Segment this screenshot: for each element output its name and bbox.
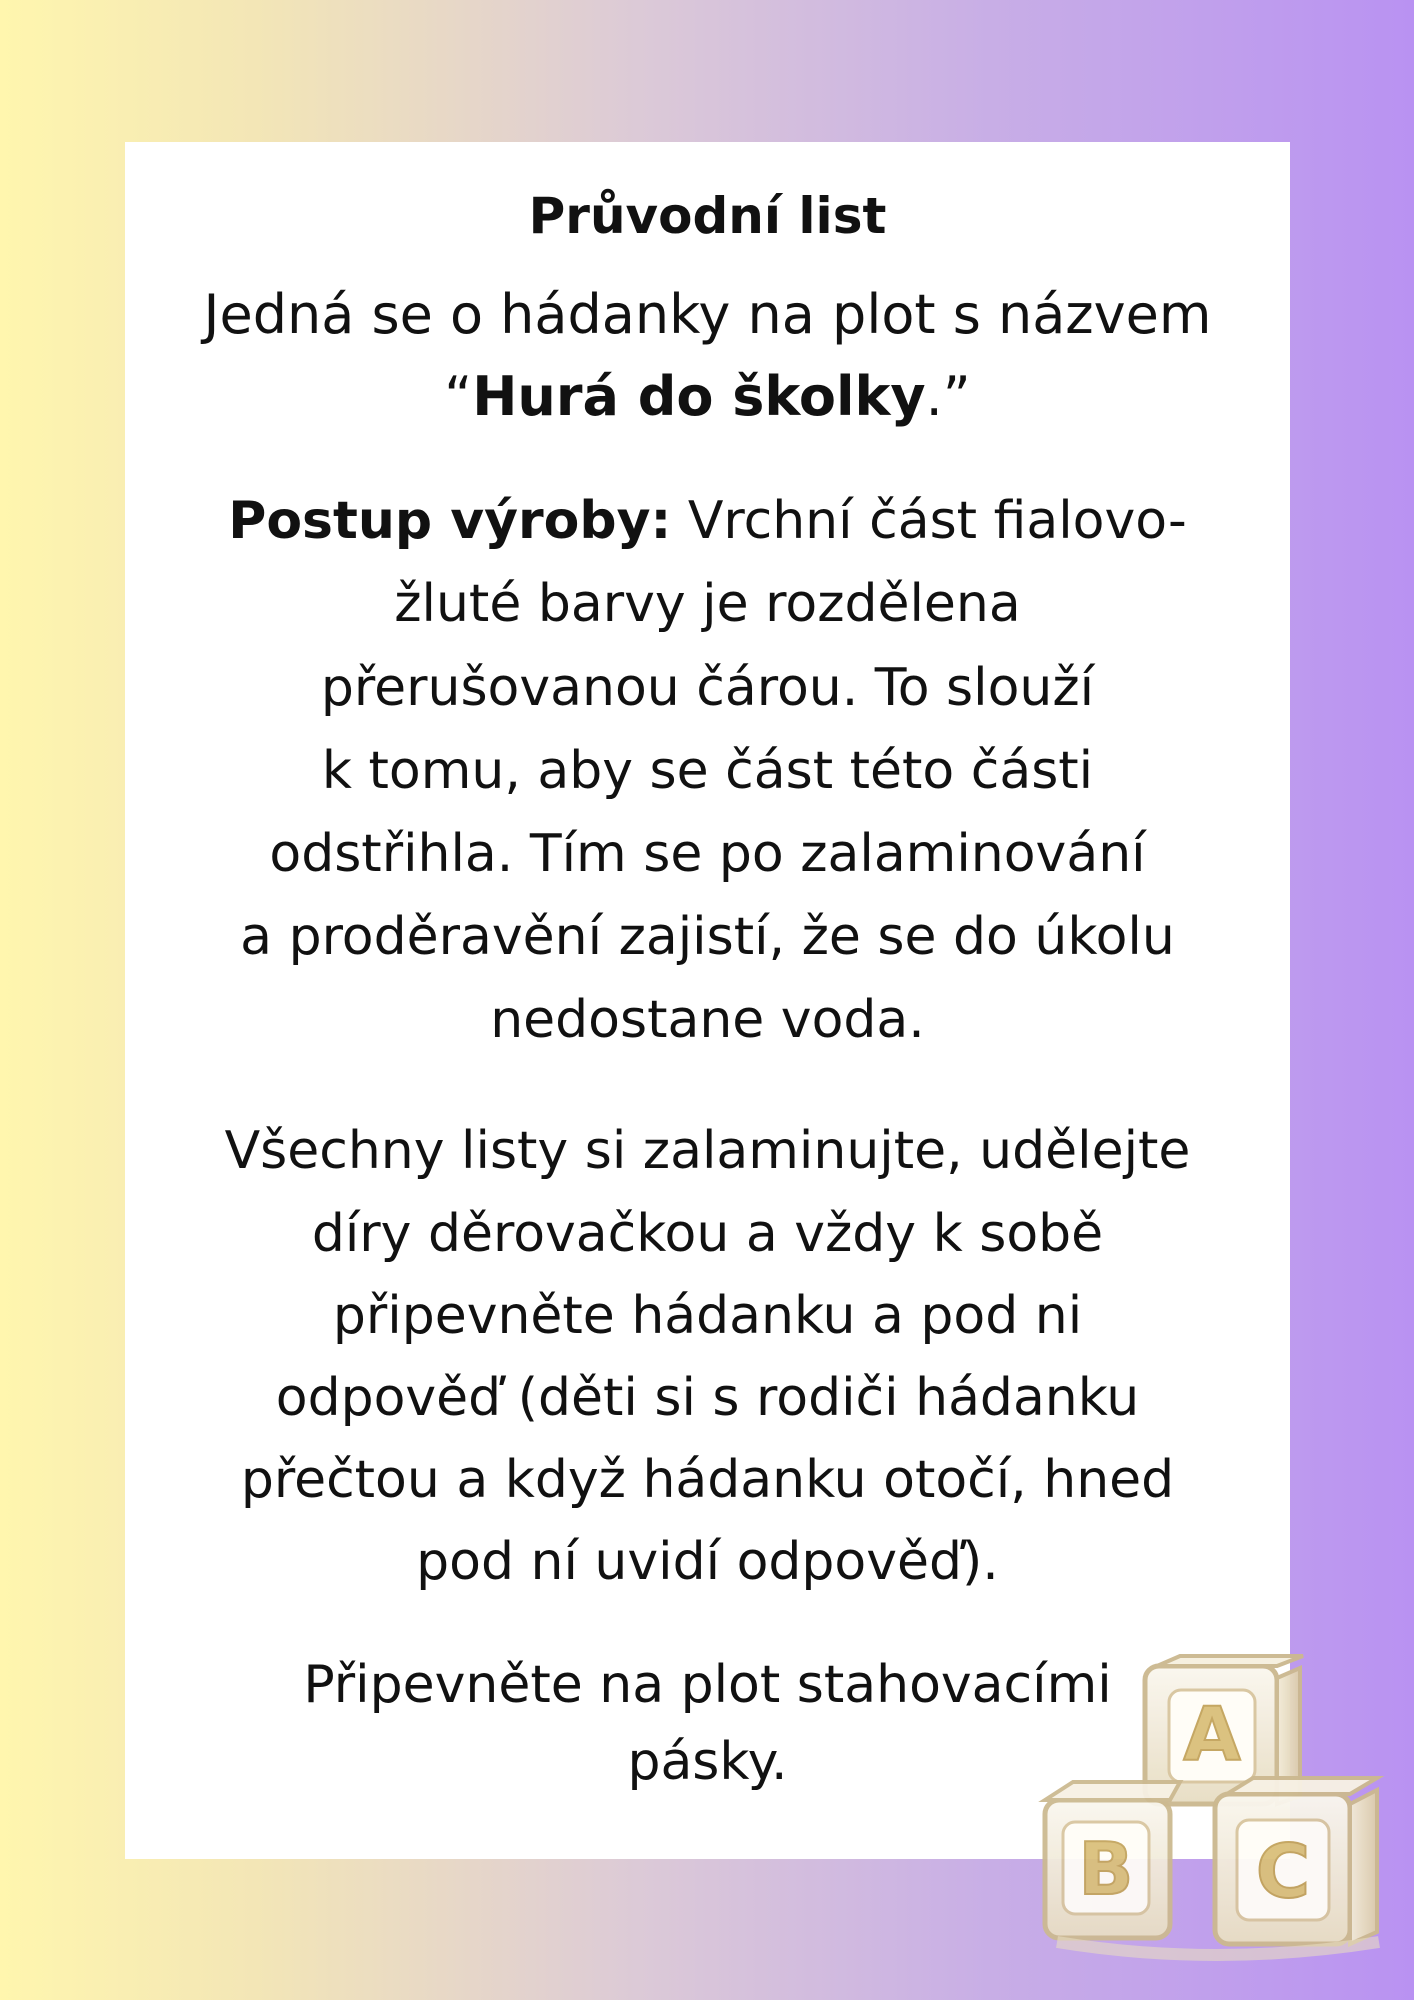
block-letter-b: B [1078,1827,1134,1911]
instructions-line: přečtou a když hádanku otočí, hned [240,1450,1175,1511]
instructions-line: pod ní uvidí odpověď). [416,1532,999,1593]
intro-line-1: Jedná se o hádanky na plot s názvem [203,283,1212,346]
block-c [1215,1778,1377,1944]
block-letter-c: C [1255,1829,1311,1915]
process-paragraph [185,480,1230,1062]
process-line: žluté barvy je rozdělena [394,574,1021,635]
block-letter-a: A [1183,1692,1241,1778]
process-line-1 [185,480,1230,563]
instructions-line: připevněte hádanku a pod ni [332,1285,1083,1346]
process-line: přerušovanou čárou. To slouží [320,657,1095,718]
instructions-line: odpověď (děti si s rodiči hádanku [275,1367,1140,1428]
process-line: nedostane voda. [490,990,925,1051]
intro-paragraph [185,274,1230,438]
process-line: a proděravění zajistí, že se do úkolu [240,907,1175,968]
abc-blocks-illustration [1035,1650,1395,1980]
process-label: Postup výroby: [228,491,672,552]
process-line-1-text: Vrchní část fialovo- [671,491,1187,552]
open-quote: “ [444,365,473,429]
document-content [185,186,1230,1801]
instructions-line: díry děrovačkou a vždy k sobě [311,1203,1104,1264]
instructions-paragraph [185,1110,1230,1603]
document-page [125,142,1290,1859]
closing-line: pásky. [627,1732,788,1793]
intro-line-2 [185,356,1230,438]
block-b [1045,1782,1180,1938]
process-line: k tomu, aby se část této části [321,740,1094,801]
project-name: Hurá do školky [472,365,926,429]
process-line: odstřihla. Tím se po zalaminování [269,823,1146,884]
abc-blocks-icon [1035,1650,1395,1980]
closing-line: Připevněte na plot stahovacími [303,1655,1112,1716]
close-quote: .” [925,365,971,429]
document-title: Průvodní list [528,187,887,245]
instructions-line: Všechny listy si zalaminujte, udělejte [224,1121,1191,1182]
